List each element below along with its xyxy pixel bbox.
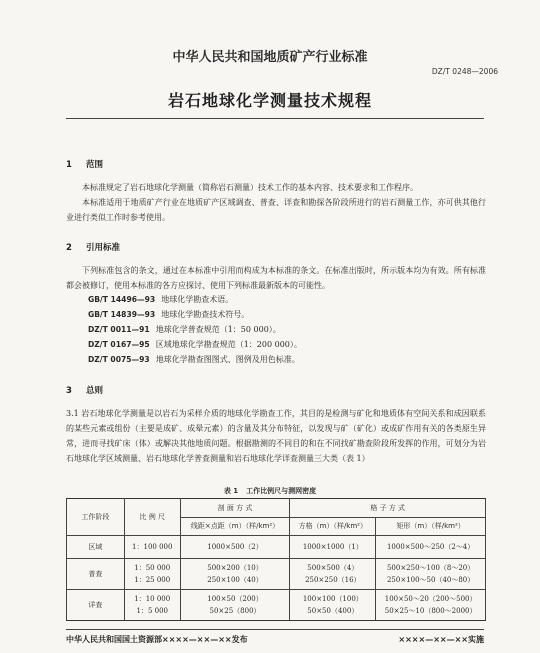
cell-line: 500×250～100（8～20） — [386, 564, 475, 572]
cell-profile: 1000×500（2） — [180, 536, 290, 559]
header-stage: 工作阶段 — [67, 499, 125, 536]
cell-stage: 区域 — [67, 536, 125, 559]
cell-line: 50×25（800） — [209, 607, 261, 615]
cell-profile — [180, 559, 290, 590]
section-1-paragraph-1: 本标准规定了岩石地球化学测量（简称岩石测量）技术工作的基本内容、技术要求和工作程序。 — [82, 183, 418, 192]
reference-code: DZ/T 0075—93 — [88, 355, 150, 364]
cell-line: 100×50（200） — [207, 595, 263, 603]
cell-scale: 1：100 000 — [124, 536, 180, 559]
reference-title: 地球化学普查规范（1：50 000）。 — [155, 325, 281, 334]
reference-item — [88, 354, 300, 365]
reference-item — [88, 309, 249, 320]
reference-title: 地球化学勘查技术符号。 — [161, 310, 250, 319]
cell-line: 100×100（100） — [302, 595, 363, 603]
section-1-paragraph-2: 本标准适用于地质矿产行业在地质矿产区域调查、普查、详查和勘探各阶段所进行的岩石测量工作，亦可供其他行业进行类似工作时参考使用。 — [66, 198, 486, 222]
section-3-heading — [66, 384, 103, 396]
cell-line: 1：50 000 — [134, 564, 171, 572]
reference-title: 地球化学勘查术语。 — [161, 295, 234, 304]
table-row — [67, 590, 486, 621]
scale-grid-table — [66, 498, 486, 621]
section-title: 引用标准 — [86, 243, 121, 253]
header-square: 方格（m）（样/km²） — [290, 517, 376, 536]
section-title: 总则 — [86, 386, 104, 396]
cell-rect: 1000×500～250（2～4） — [376, 536, 486, 559]
cell-scale — [124, 590, 180, 621]
section-1-heading — [66, 158, 103, 170]
table-row — [67, 536, 486, 559]
table-header-row — [67, 499, 486, 518]
cell-line: 250×100～50（40～80） — [386, 576, 475, 584]
reference-code: DZ/T 0167—95 — [88, 340, 150, 349]
header-profile: 剖 面 方 式 — [180, 499, 290, 518]
cell-line: 500×200（10） — [207, 564, 263, 572]
reference-title: 地球化学勘查图图式、图例及用色标准。 — [155, 355, 300, 364]
section-number: 1 — [66, 160, 72, 170]
section-3-paragraph-1: 3.1 岩石地球化学测量是以岩石为采样介质的地球化学勘查工作，其目的是检测与矿化和地质体有空间关系和成因联系的某些元素或组份（主要是成矿、成晕元素）的含量及其分布特征，以发现与矿（矿化）或成矿作用有关的各类原生异常，进而寻找矿床（体）或解决其他地质问题。根据勘测的不同目的和在不同找矿勘查阶段所发挥的作用，可划分为岩石地球化学区域测量、岩石地球化学普查测量和岩石地球化学详查测量三大类（表 1） — [66, 409, 486, 463]
section-2-paragraph-1: 下列标准包含的条文，通过在本标准中引用而构成为本标准的条文。在标准出版时，所示版本均为有效。所有标准都会被修订，使用本标准的各方应探讨、使用下列标准最新版本的可能性。 — [66, 266, 486, 290]
standard-number: DZ/T 0248—2006 — [431, 67, 498, 76]
cell-stage: 详查 — [67, 590, 125, 621]
cell-line: 1：5 000 — [136, 607, 168, 615]
table-number: 表 1 — [223, 487, 239, 495]
section-number: 3 — [66, 386, 72, 396]
reference-code: DZ/T 0011—91 — [88, 325, 150, 334]
section-title: 范围 — [86, 160, 104, 170]
issuing-organization: 中华人民共和国地质矿产行业标准 — [172, 50, 368, 65]
footer-divider — [66, 629, 484, 630]
cell-rect — [376, 590, 486, 621]
cell-square — [290, 590, 376, 621]
cell-line: 100×50～20（200～500） — [384, 595, 477, 603]
reference-item — [88, 294, 233, 305]
footer-published: 中华人民共和国国土资源部××××—××—××发布 — [66, 635, 248, 644]
cell-rect — [376, 559, 486, 590]
cell-square: 1000×1000（1） — [290, 536, 376, 559]
header-scale: 比 例 尺 — [124, 499, 180, 536]
section-2-heading — [66, 241, 120, 253]
cell-profile — [180, 590, 290, 621]
section-number: 2 — [66, 243, 72, 253]
cell-stage: 普查 — [67, 559, 125, 590]
document-title: 岩石地球化学测量技术规程 — [167, 91, 372, 110]
header-divider — [66, 118, 484, 119]
cell-line: 50×25～10（800～2000） — [384, 607, 477, 615]
cell-line: 1：25 000 — [134, 576, 171, 584]
reference-title: 区域地球化学勘查规范（1：200 000）。 — [155, 340, 302, 349]
cell-line: 250×100（40） — [207, 576, 263, 584]
cell-line: 500×500（4） — [307, 564, 359, 572]
reference-code: GB/T 14496—93 — [88, 295, 156, 304]
cell-line: 250×250（16） — [305, 576, 361, 584]
reference-item — [88, 339, 302, 350]
header-rect: 矩形（m）（样/km²） — [376, 517, 486, 536]
table-caption — [0, 486, 540, 496]
footer-effective: ××××—××—××实施 — [398, 635, 484, 644]
reference-code: GB/T 14839—93 — [88, 310, 156, 319]
reference-item — [88, 324, 281, 335]
cell-line: 1：10 000 — [134, 595, 171, 603]
cell-square — [290, 559, 376, 590]
header-profile-sub: 线距×点距（m）（样/km²） — [180, 517, 290, 536]
header-grid: 格 子 方 式 — [290, 499, 486, 518]
table-title: 工作比例尺与测网密度 — [246, 487, 317, 495]
table-row — [67, 559, 486, 590]
cell-scale — [124, 559, 180, 590]
cell-line: 50×50（400） — [307, 607, 359, 615]
